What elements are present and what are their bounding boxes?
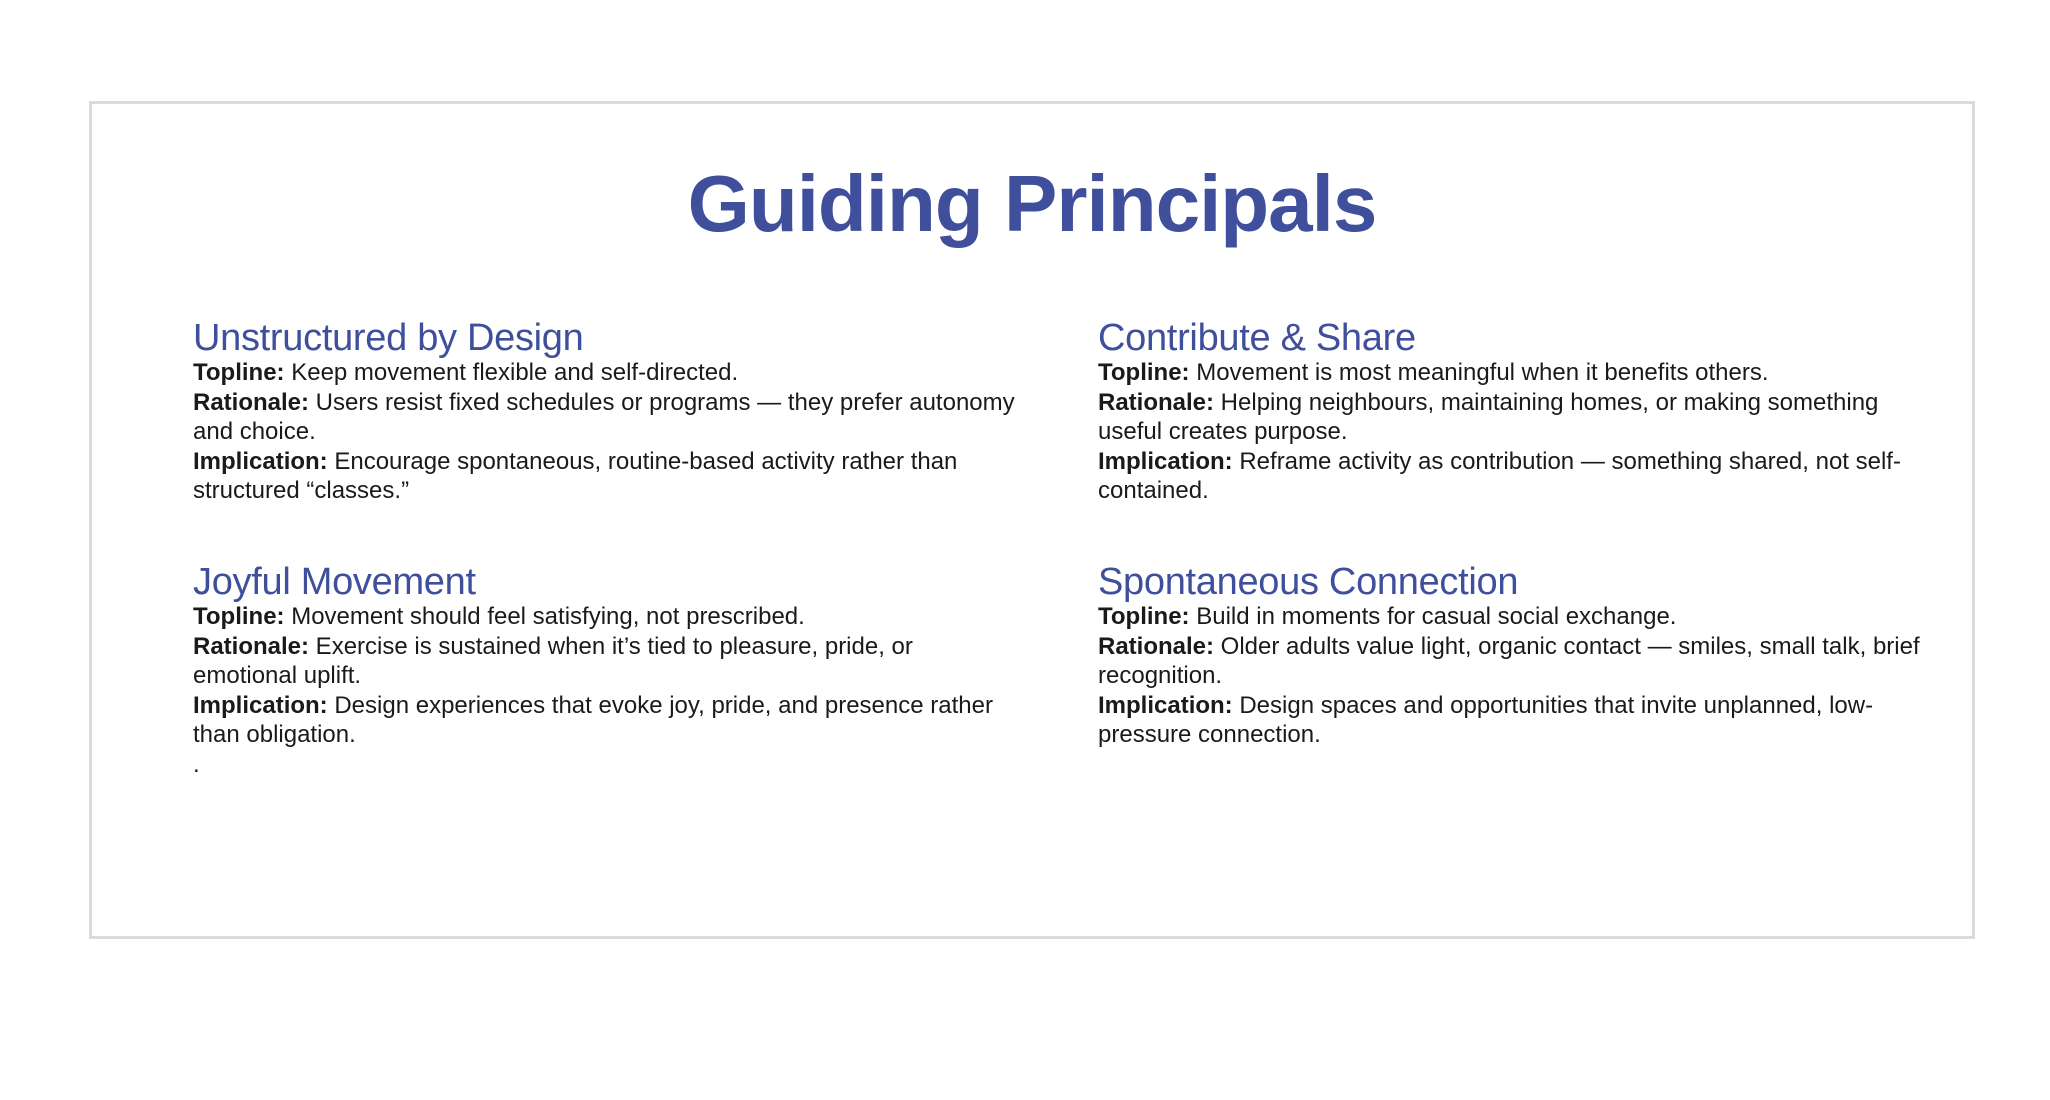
rationale-text: Exercise is sustained when it’s tied to pleasure, pride, or emotional uplift.	[193, 632, 913, 689]
rationale-label: Rationale:	[193, 388, 310, 416]
principle-rationale	[193, 632, 1023, 691]
rationale-label: Rationale:	[1098, 632, 1215, 660]
page-title: Guiding Principals	[687, 159, 1377, 248]
principle-rationale	[1098, 388, 1928, 447]
rationale-text: Helping neighbours, maintaining homes, or making something useful creates purpose.	[1098, 388, 1879, 445]
slide-frame	[89, 101, 1975, 939]
principle-heading: Contribute & Share	[1098, 317, 1416, 359]
principle-heading: Joyful Movement	[193, 561, 476, 603]
implication-label: Implication:	[1098, 691, 1233, 719]
topline-label: Topline:	[193, 359, 285, 386]
topline-text: Movement should feel satisfying, not prescribed.	[284, 603, 805, 630]
principle-joyful-movement	[193, 562, 1023, 779]
principle-topline	[1098, 602, 1928, 632]
principle-rationale	[193, 388, 1023, 447]
implication-text: Design spaces and opportunities that invite unplanned, low-pressure connection.	[1098, 691, 1874, 748]
implication-label: Implication:	[193, 691, 328, 719]
rationale-label: Rationale:	[1098, 388, 1215, 416]
principle-implication	[193, 691, 1023, 750]
implication-text: Design experiences that evoke joy, pride, and presence rather than obligation.	[193, 691, 993, 748]
principle-spontaneous-connection	[1098, 562, 1928, 750]
implication-label: Implication:	[1098, 447, 1233, 475]
principle-rationale	[1098, 632, 1928, 691]
topline-text: Keep movement flexible and self-directed.	[284, 359, 739, 386]
implication-text: Encourage spontaneous, routine-based activity rather than structured “classes.”	[193, 447, 958, 504]
topline-label: Topline:	[1098, 359, 1190, 386]
trailing-period: .	[193, 750, 200, 778]
principle-implication	[193, 447, 1023, 506]
principle-contribute-and-share	[1098, 318, 1928, 506]
implication-text: Reframe activity as contribution — something shared, not self-contained.	[1098, 447, 1901, 504]
principle-implication	[1098, 691, 1928, 750]
topline-text: Movement is most meaningful when it benefits others.	[1189, 359, 1769, 386]
principle-topline	[193, 358, 1023, 388]
principle-heading: Unstructured by Design	[193, 317, 584, 359]
topline-label: Topline:	[193, 603, 285, 630]
principle-topline	[193, 602, 1023, 632]
implication-label: Implication:	[193, 447, 328, 475]
topline-label: Topline:	[1098, 603, 1190, 630]
principle-topline	[1098, 358, 1928, 388]
principle-heading: Spontaneous Connection	[1098, 561, 1519, 603]
principle-implication	[1098, 447, 1928, 506]
rationale-text: Users resist fixed schedules or programs — they prefer autonomy and choice.	[193, 388, 1015, 445]
rationale-text: Older adults value light, organic contact — smiles, small talk, brief recognition.	[1098, 632, 1920, 689]
topline-text: Build in moments for casual social exchange.	[1189, 603, 1677, 630]
rationale-label: Rationale:	[193, 632, 310, 660]
principle-unstructured-by-design	[193, 318, 1023, 506]
